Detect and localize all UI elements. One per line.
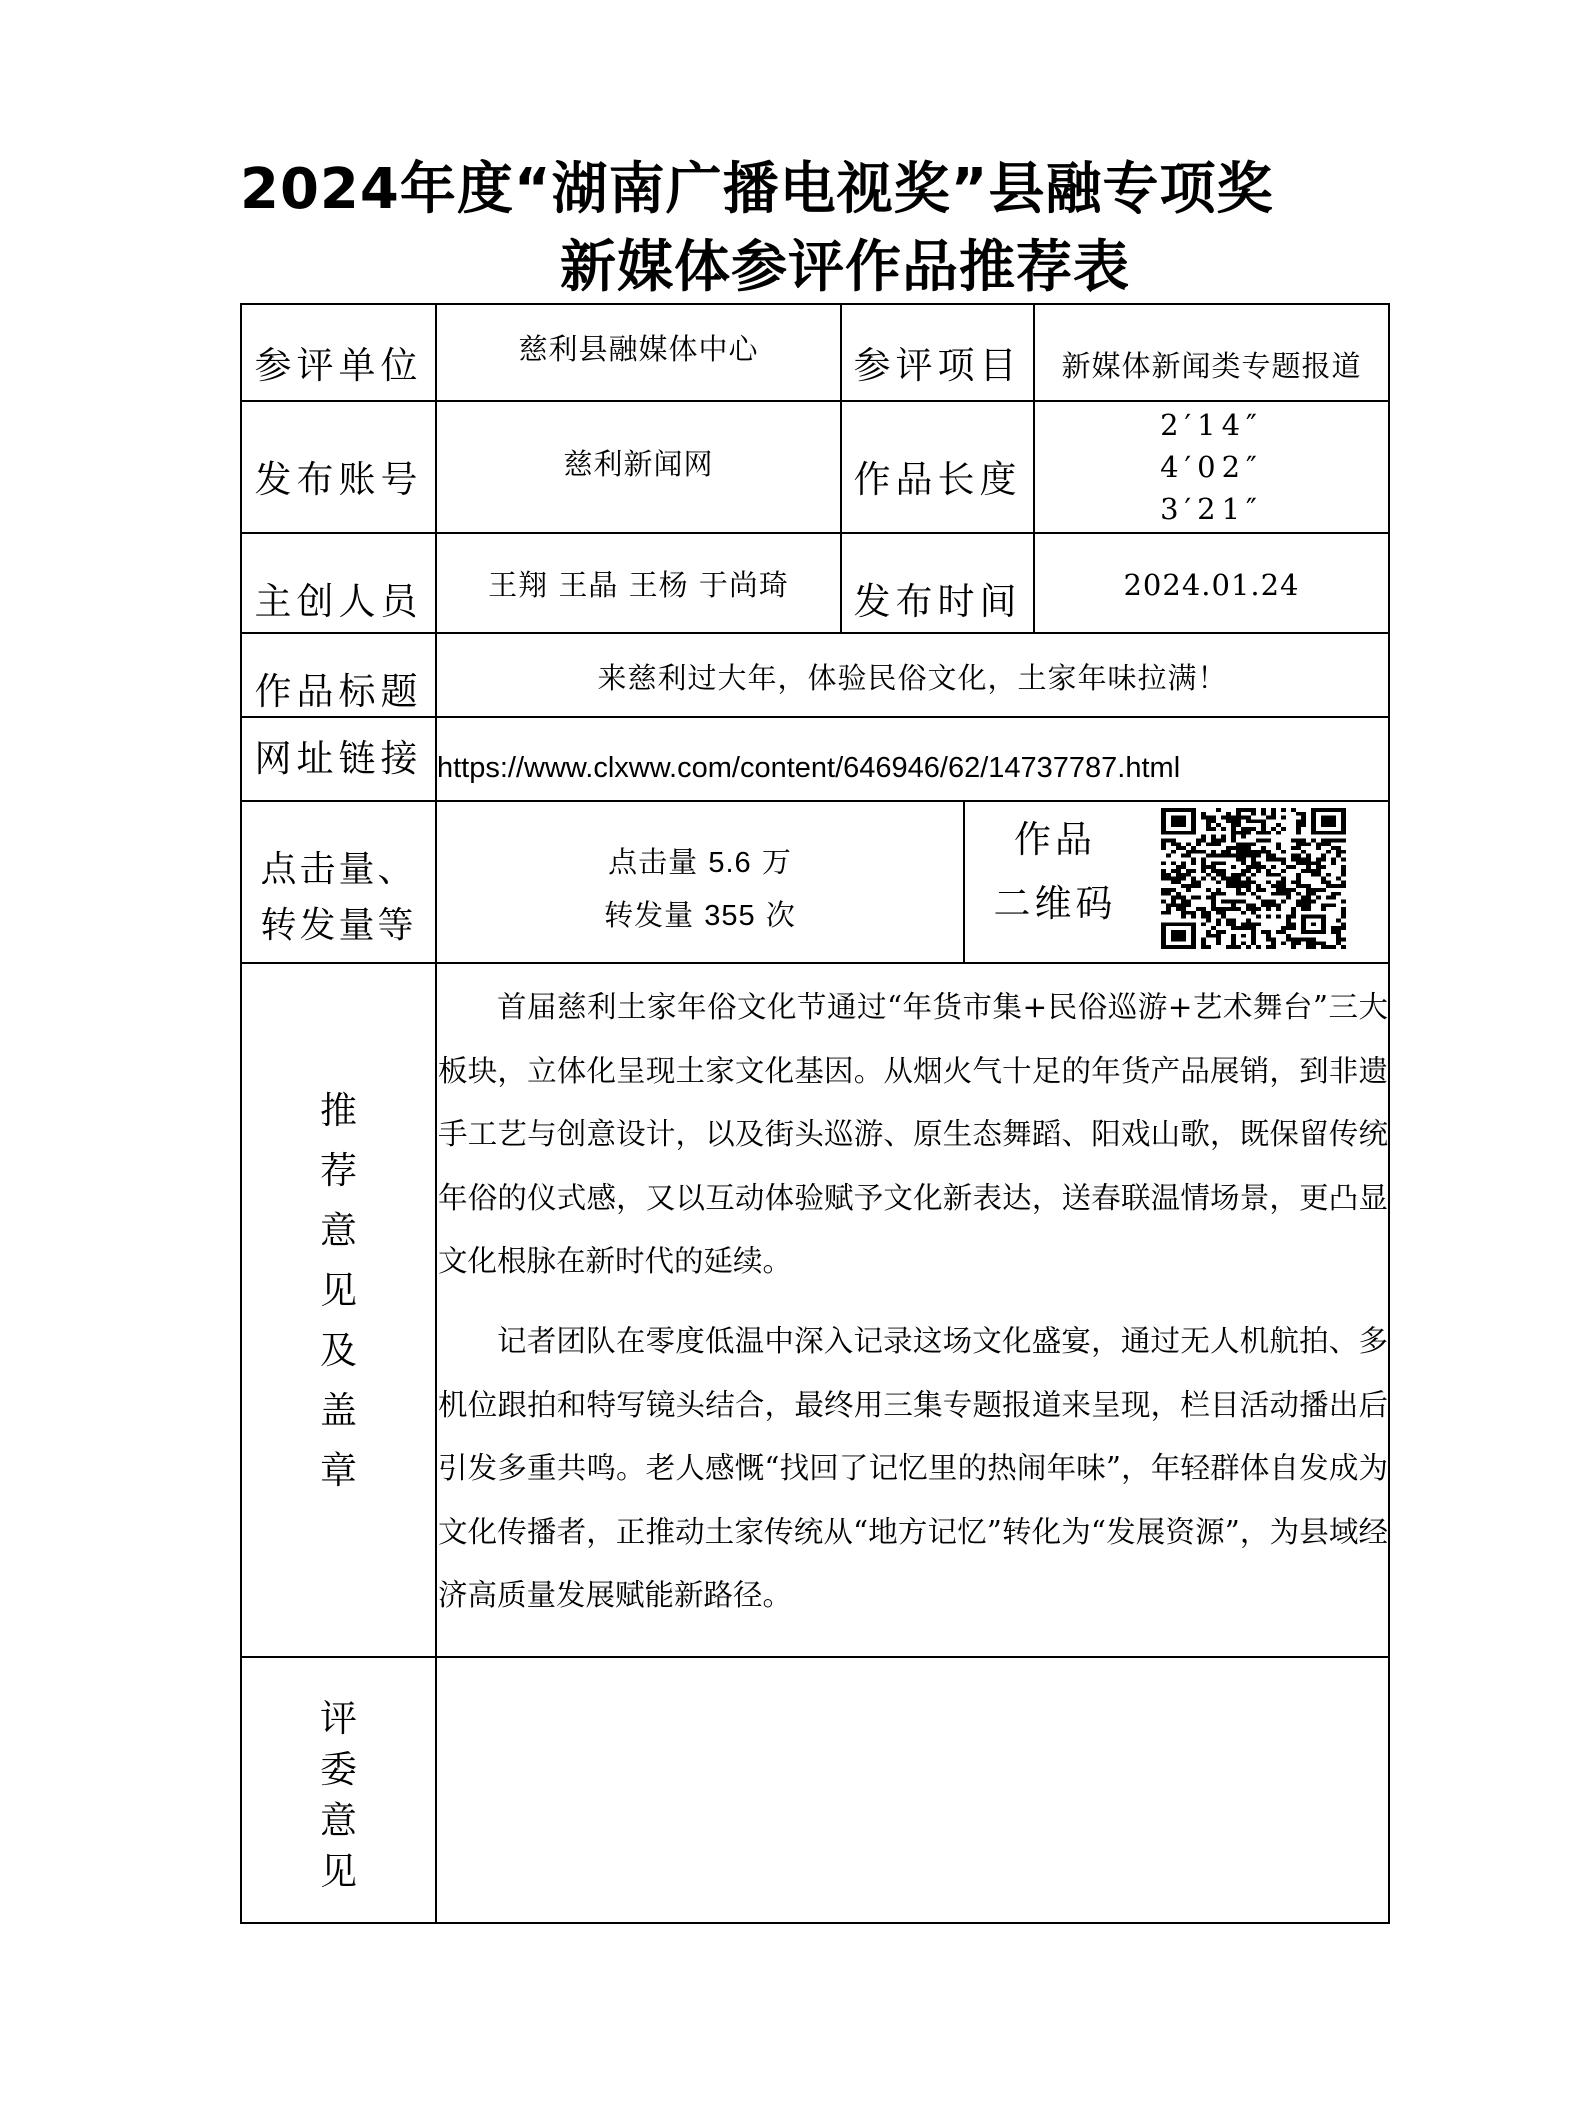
shares-prefix: 转发量 bbox=[604, 898, 695, 932]
creators-value: 王翔 王晶 王杨 于尚琦 bbox=[488, 567, 789, 602]
length-label: 作品长度 bbox=[853, 457, 1022, 501]
shares-unit: 次 bbox=[765, 898, 796, 932]
jury-label-char: 意 bbox=[320, 1799, 357, 1842]
url-label: 网址链接 bbox=[254, 736, 423, 780]
stats-label-line: 转发量等 bbox=[260, 905, 417, 946]
jury-label-char: 委 bbox=[320, 1748, 357, 1791]
recommend-label-char: 章 bbox=[320, 1449, 357, 1492]
stats-label bbox=[242, 842, 435, 954]
table-border-right bbox=[1388, 303, 1390, 1924]
qr-code-image[interactable] bbox=[1161, 808, 1346, 949]
jury-opinion-field[interactable] bbox=[437, 1658, 1388, 1922]
recommend-label-char: 及 bbox=[320, 1329, 357, 1372]
recommend-label-char: 盖 bbox=[320, 1389, 357, 1432]
unit-value: 慈利县融媒体中心 bbox=[518, 331, 759, 366]
account-value: 慈利新闻网 bbox=[563, 446, 714, 481]
stats-label-line: 点击量、 bbox=[260, 849, 417, 890]
category-value: 新媒体新闻类专题报道 bbox=[1061, 348, 1362, 383]
shares-row bbox=[437, 889, 963, 942]
clicks-prefix: 点击量 bbox=[608, 845, 699, 879]
account-label: 发布账号 bbox=[254, 457, 423, 501]
clicks-value: 5.6 bbox=[708, 847, 752, 879]
jury-label bbox=[242, 1697, 435, 1893]
length-value: 4′02″ bbox=[1160, 450, 1263, 484]
table-border-bottom bbox=[240, 1922, 1390, 1924]
qr-label-line: 作品 bbox=[1014, 818, 1096, 861]
stats-values bbox=[437, 836, 963, 942]
recommend-paragraph: 记者团队在零度低温中深入记录这场文化盛宴，通过无人机航拍、多机位跟拍和特写镜头结合，最终用三集专题报道来呈现，栏目活动播出后引发多重共鸣。老人感慨“找回了记忆里的热闹年味”，年轻群体自发成为文化传播者，正推动土家传统从“地方记忆”转化为“发展资源”，为县域经济高质量发展赋能新路径。 bbox=[438, 1324, 1388, 1612]
recommend-label-char: 见 bbox=[320, 1269, 357, 1312]
url-link[interactable]: https://www.clxww.com/content/646946/62/14737787.html bbox=[437, 751, 1181, 784]
length-value: 3′21″ bbox=[1160, 492, 1263, 526]
category-label: 参评项目 bbox=[853, 343, 1022, 387]
recommend-paragraph: 首届慈利土家年俗文化节通过“年货市集+民俗巡游+艺术舞台”三大板块，立体化呈现土家文化基因。从烟火气十足的年货产品展销，到非遗手工艺与创意设计，以及街头巡游、原生态舞蹈、阳戏山歌，既保留传统年俗的仪式感，又以互动体验赋予文化新表达，送春联温情场景，更凸显文化根脉在新时代的延续。 bbox=[438, 990, 1388, 1278]
clicks-row bbox=[437, 836, 963, 889]
jury-label-char: 评 bbox=[320, 1697, 357, 1740]
qr-label-line: 二维码 bbox=[993, 882, 1117, 925]
creators-label: 主创人员 bbox=[254, 579, 423, 623]
jury-label-char: 见 bbox=[320, 1850, 357, 1893]
length-value: 2′14″ bbox=[1160, 408, 1263, 442]
row-divider bbox=[240, 962, 1390, 964]
recommend-label-char: 荐 bbox=[320, 1149, 357, 1192]
shares-value: 355 bbox=[704, 900, 756, 932]
work-title-value: 来慈利过大年，体验民俗文化，土家年味拉满！ bbox=[597, 660, 1228, 695]
unit-label: 参评单位 bbox=[254, 343, 423, 387]
length-values bbox=[1035, 404, 1388, 530]
recommend-label-char: 意 bbox=[320, 1209, 357, 1252]
page-title-line-1: 2024年度“湖南广播电视奖”县融专项奖 bbox=[240, 157, 1274, 222]
page-title-line-2: 新媒体参评作品推荐表 bbox=[560, 235, 1130, 300]
clicks-unit: 万 bbox=[761, 845, 792, 879]
date-label: 发布时间 bbox=[853, 579, 1022, 623]
work-title-label: 作品标题 bbox=[254, 669, 423, 713]
qr-label bbox=[965, 808, 1145, 936]
date-value: 2024.01.24 bbox=[1123, 567, 1300, 602]
recommend-label-char: 推 bbox=[320, 1089, 357, 1132]
recommend-label bbox=[242, 1089, 435, 1492]
